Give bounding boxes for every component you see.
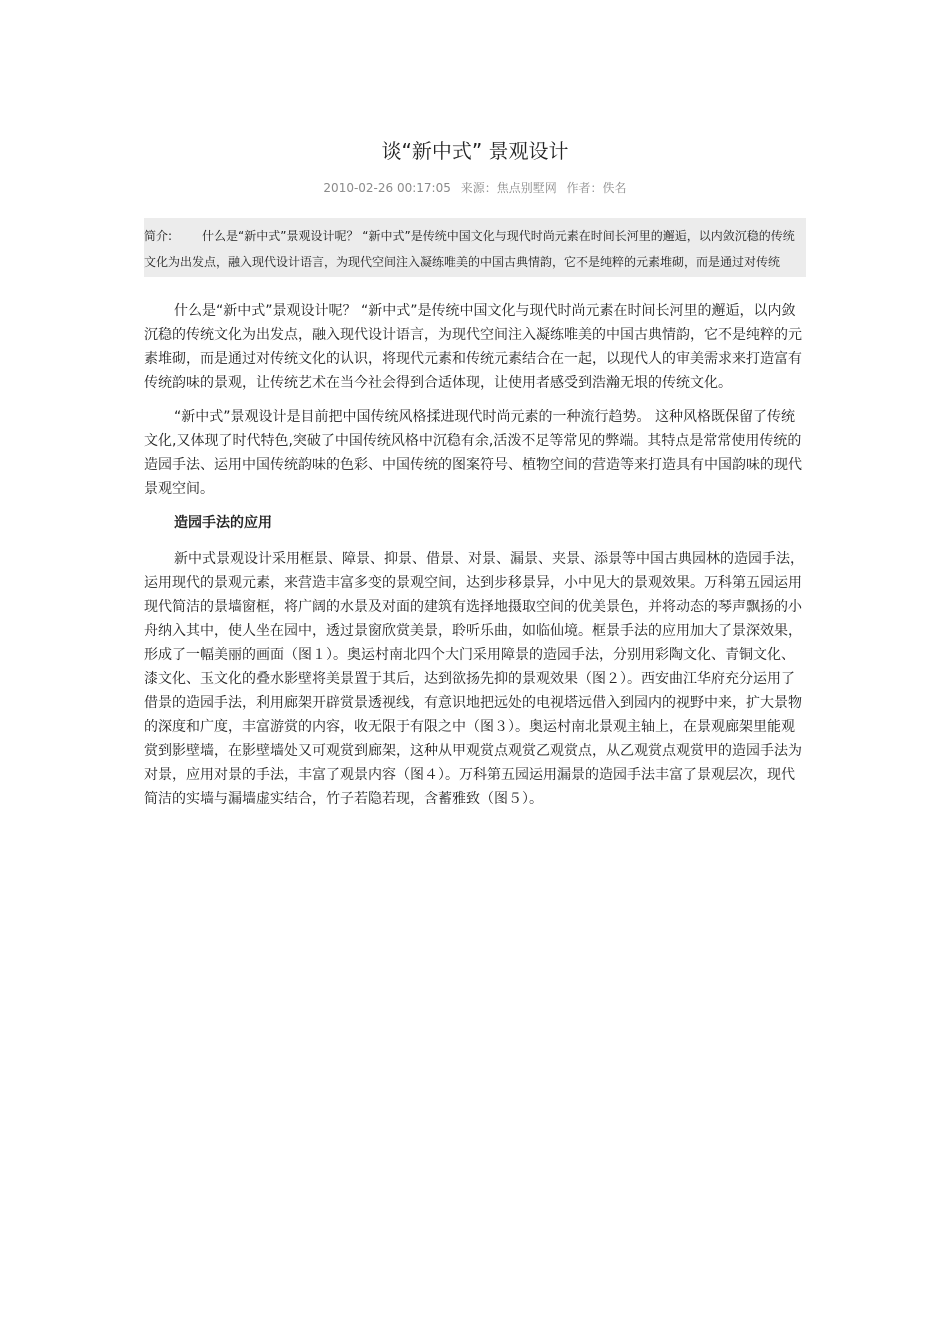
- article-body: [144, 299, 806, 811]
- article-meta: [144, 180, 806, 196]
- article-author: 作者：佚名: [566, 181, 627, 195]
- publish-datetime: 2010-02-26 00:17:05: [323, 181, 451, 195]
- section-heading: 造园手法的应用: [174, 515, 272, 531]
- body-paragraph: 新中式景观设计采用框景、障景、抑景、借景、对景、漏景、夹景、添景等中国古典园林的造园手法，运用现代的景观元素，来营造丰富多变的景观空间，达到步移景异，小中见大的景观效果。万科第五园运用现代简洁的景墙窗框，将广阔的水景及对面的建筑有选择地摄取空间的优美景色，并将动态的琴声飘扬的小舟纳入其中，使人坐在园中，透过景窗欣赏美景，聆听乐曲，如临仙境。框景手法的应用加大了景深效果，形成了一幅美丽的画面（图１）。奥运村南北四个大门采用障景的造园手法，分别用彩陶文化、青铜文化、漆文化、玉文化的叠水影壁将美景置于其后，达到欲扬先抑的景观效果（图２）。西安曲江华府充分运用了借景的造园手法，利用廊架开辟赏景透视线，有意识地把远处的电视塔远借入到园内的视野中来，扩大景物的深度和广度，丰富游赏的内容，收无限于有限之中（图３）。奥运村南北景观主轴上，在景观廊架里能观赏到影壁墙，在影壁墙处又可观赏到廊架，这种从甲观赏点观赏乙观赏点，从乙观赏点观赏甲的造园手法为对景，应用对景的手法，丰富了观景内容（图４）。万科第五园运用漏景的造园手法丰富了景观层次，现代简洁的实墙与漏墙虚实结合，竹子若隐若现，含蓄雅致（图５）。: [144, 551, 804, 807]
- body-paragraph: “新中式”景观设计是目前把中国传统风格揉进现代时尚元素的一种流行趋势。 这种风格既保留了传统文化,又体现了时代特色,突破了中国传统风格中沉稳有余,活泼不足等常见的弊端。其特点是常常使用传统的造园手法、运用中国传统韵味的色彩、中国传统的图案符号、植物空间的营造等来打造具有中国韵味的现代景观空间。: [144, 409, 802, 497]
- article: [144, 130, 806, 821]
- summary-text: 什么是“新中式”景观设计呢？ “新中式”是传统中国文化与现代时尚元素在时间长河里的邂逅，以内敛沉稳的传统文化为出发点，融入现代设计语言，为现代空间注入凝练唯美的中国古典情韵，它不是纯粹的元素堆砌，而是通过对传统: [144, 229, 795, 269]
- summary-label: 简介:: [144, 229, 173, 243]
- body-paragraph: 什么是“新中式”景观设计呢？ “新中式”是传统中国文化与现代时尚元素在时间长河里的邂逅，以内敛沉稳的传统文化为出发点，融入现代设计语言，为现代空间注入凝练唯美的中国古典情韵，它不是纯粹的元素堆砌，而是通过对传统文化的认识，将现代元素和传统元素结合在一起，以现代人的审美需求来打造富有传统韵味的景观，让传统艺术在当今社会得到合适体现，让使用者感受到浩瀚无垠的传统文化。: [144, 303, 802, 391]
- article-source: 来源：焦点别墅网: [460, 181, 557, 195]
- summary-box: [144, 218, 806, 277]
- article-title: 谈“新中式” 景观设计: [381, 139, 569, 163]
